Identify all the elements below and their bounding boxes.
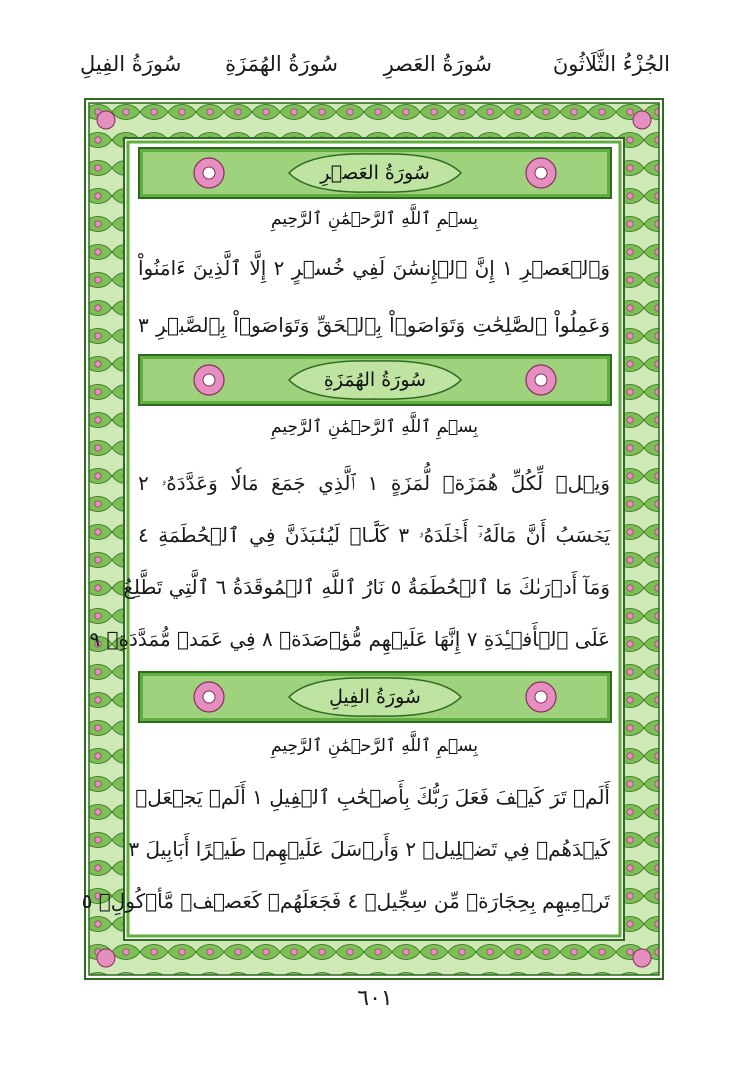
verse-line: وَيۡلٞ لِّكُلِّ هُمَزَةٖ لُّمَزَةٍ ١ ٱلَّذِي جَمَعَ مَالٗا وَعَدَّدَهُۥ ٢ bbox=[138, 471, 610, 495]
header-surah-humazah: سُورَةُ الهُمَزَةِ bbox=[225, 52, 338, 76]
page-number: ٦٠١ bbox=[357, 986, 393, 1011]
verse-line: وَمَآ أَدۡرَىٰكَ مَا ٱلۡحُطَمَةُ ٥ نَارُ ٱللَّهِ ٱلۡمُوقَدَةُ ٦ ٱلَّتِي تَطَّلِعُ bbox=[123, 575, 610, 599]
header-surah-asr: سُورَةُ العَصرِ bbox=[383, 52, 492, 76]
basmala: بِسۡمِ ٱللَّهِ ٱلرَّحۡمَٰنِ ٱلرَّحِيمِ bbox=[271, 417, 478, 437]
juz-label: الجُزْءُ الثَّلَاثُونَ bbox=[552, 52, 670, 76]
page-header bbox=[80, 52, 670, 92]
verse-line: تَرۡمِيهِم بِحِجَارَةٖ مِّن سِجِّيلٖ ٤ فَجَعَلَهُمۡ كَعَصۡفٖ مَّأۡكُولِۭ ٥ bbox=[81, 889, 610, 913]
verse-line: وَٱلۡعَصۡرِ ١ إِنَّ ٱلۡإِنسَٰنَ لَفِي خُسۡرٍ ٢ إِلَّا ٱلَّذِينَ ءَامَنُواْ bbox=[138, 256, 611, 280]
verse-line: أَلَمۡ تَرَ كَيۡفَ فَعَلَ رَبُّكَ بِأَصۡحَٰبِ ٱلۡفِيلِ ١ أَلَمۡ يَجۡعَلۡ bbox=[135, 785, 610, 809]
verse-line: كَيۡدَهُمۡ فِي تَضۡلِيلٖ ٢ وَأَرۡسَلَ عَلَيۡهِمۡ طَيۡرًا أَبَابِيلَ ٣ bbox=[128, 837, 610, 861]
verse-line: يَحۡسَبُ أَنَّ مَالَهُۥٓ أَخۡلَدَهُۥ ٣ كَلَّاۖ لَيُنۢبَذَنَّ فِي ٱلۡحُطَمَةِ ٤ bbox=[138, 523, 610, 547]
basmala: بِسۡمِ ٱللَّهِ ٱلرَّحۡمَٰنِ ٱلرَّحِيمِ bbox=[271, 209, 478, 229]
surah-title: سُورَةُ الفِيلِ bbox=[329, 686, 421, 708]
header-surah-fil: سُورَةُ الفِيلِ bbox=[80, 52, 182, 76]
basmala: بِسۡمِ ٱللَّهِ ٱلرَّحۡمَٰنِ ٱلرَّحِيمِ bbox=[271, 736, 478, 756]
surah-title: سُورَةُ الهُمَزَةِ bbox=[323, 369, 427, 391]
verse-line: وَعَمِلُواْ ٱلصَّٰلِحَٰتِ وَتَوَاصَوۡاْ بِٱلۡحَقِّ وَتَوَاصَوۡاْ بِٱلصَّبۡرِ ٣ bbox=[138, 313, 610, 337]
surah-title: سُورَةُ العَصۡرِ bbox=[320, 162, 430, 184]
surah-banner-humazah bbox=[139, 355, 611, 405]
surah-banner-asr bbox=[139, 148, 611, 198]
surah-banner-fil bbox=[139, 672, 611, 722]
verse-line: عَلَى ٱلۡأَفۡـِٔدَةِ ٧ إِنَّهَا عَلَيۡهِم مُّؤۡصَدَةٞ ٨ فِي عَمَدٖ مُّمَدَّدَةِۭ ٩ bbox=[89, 627, 610, 651]
